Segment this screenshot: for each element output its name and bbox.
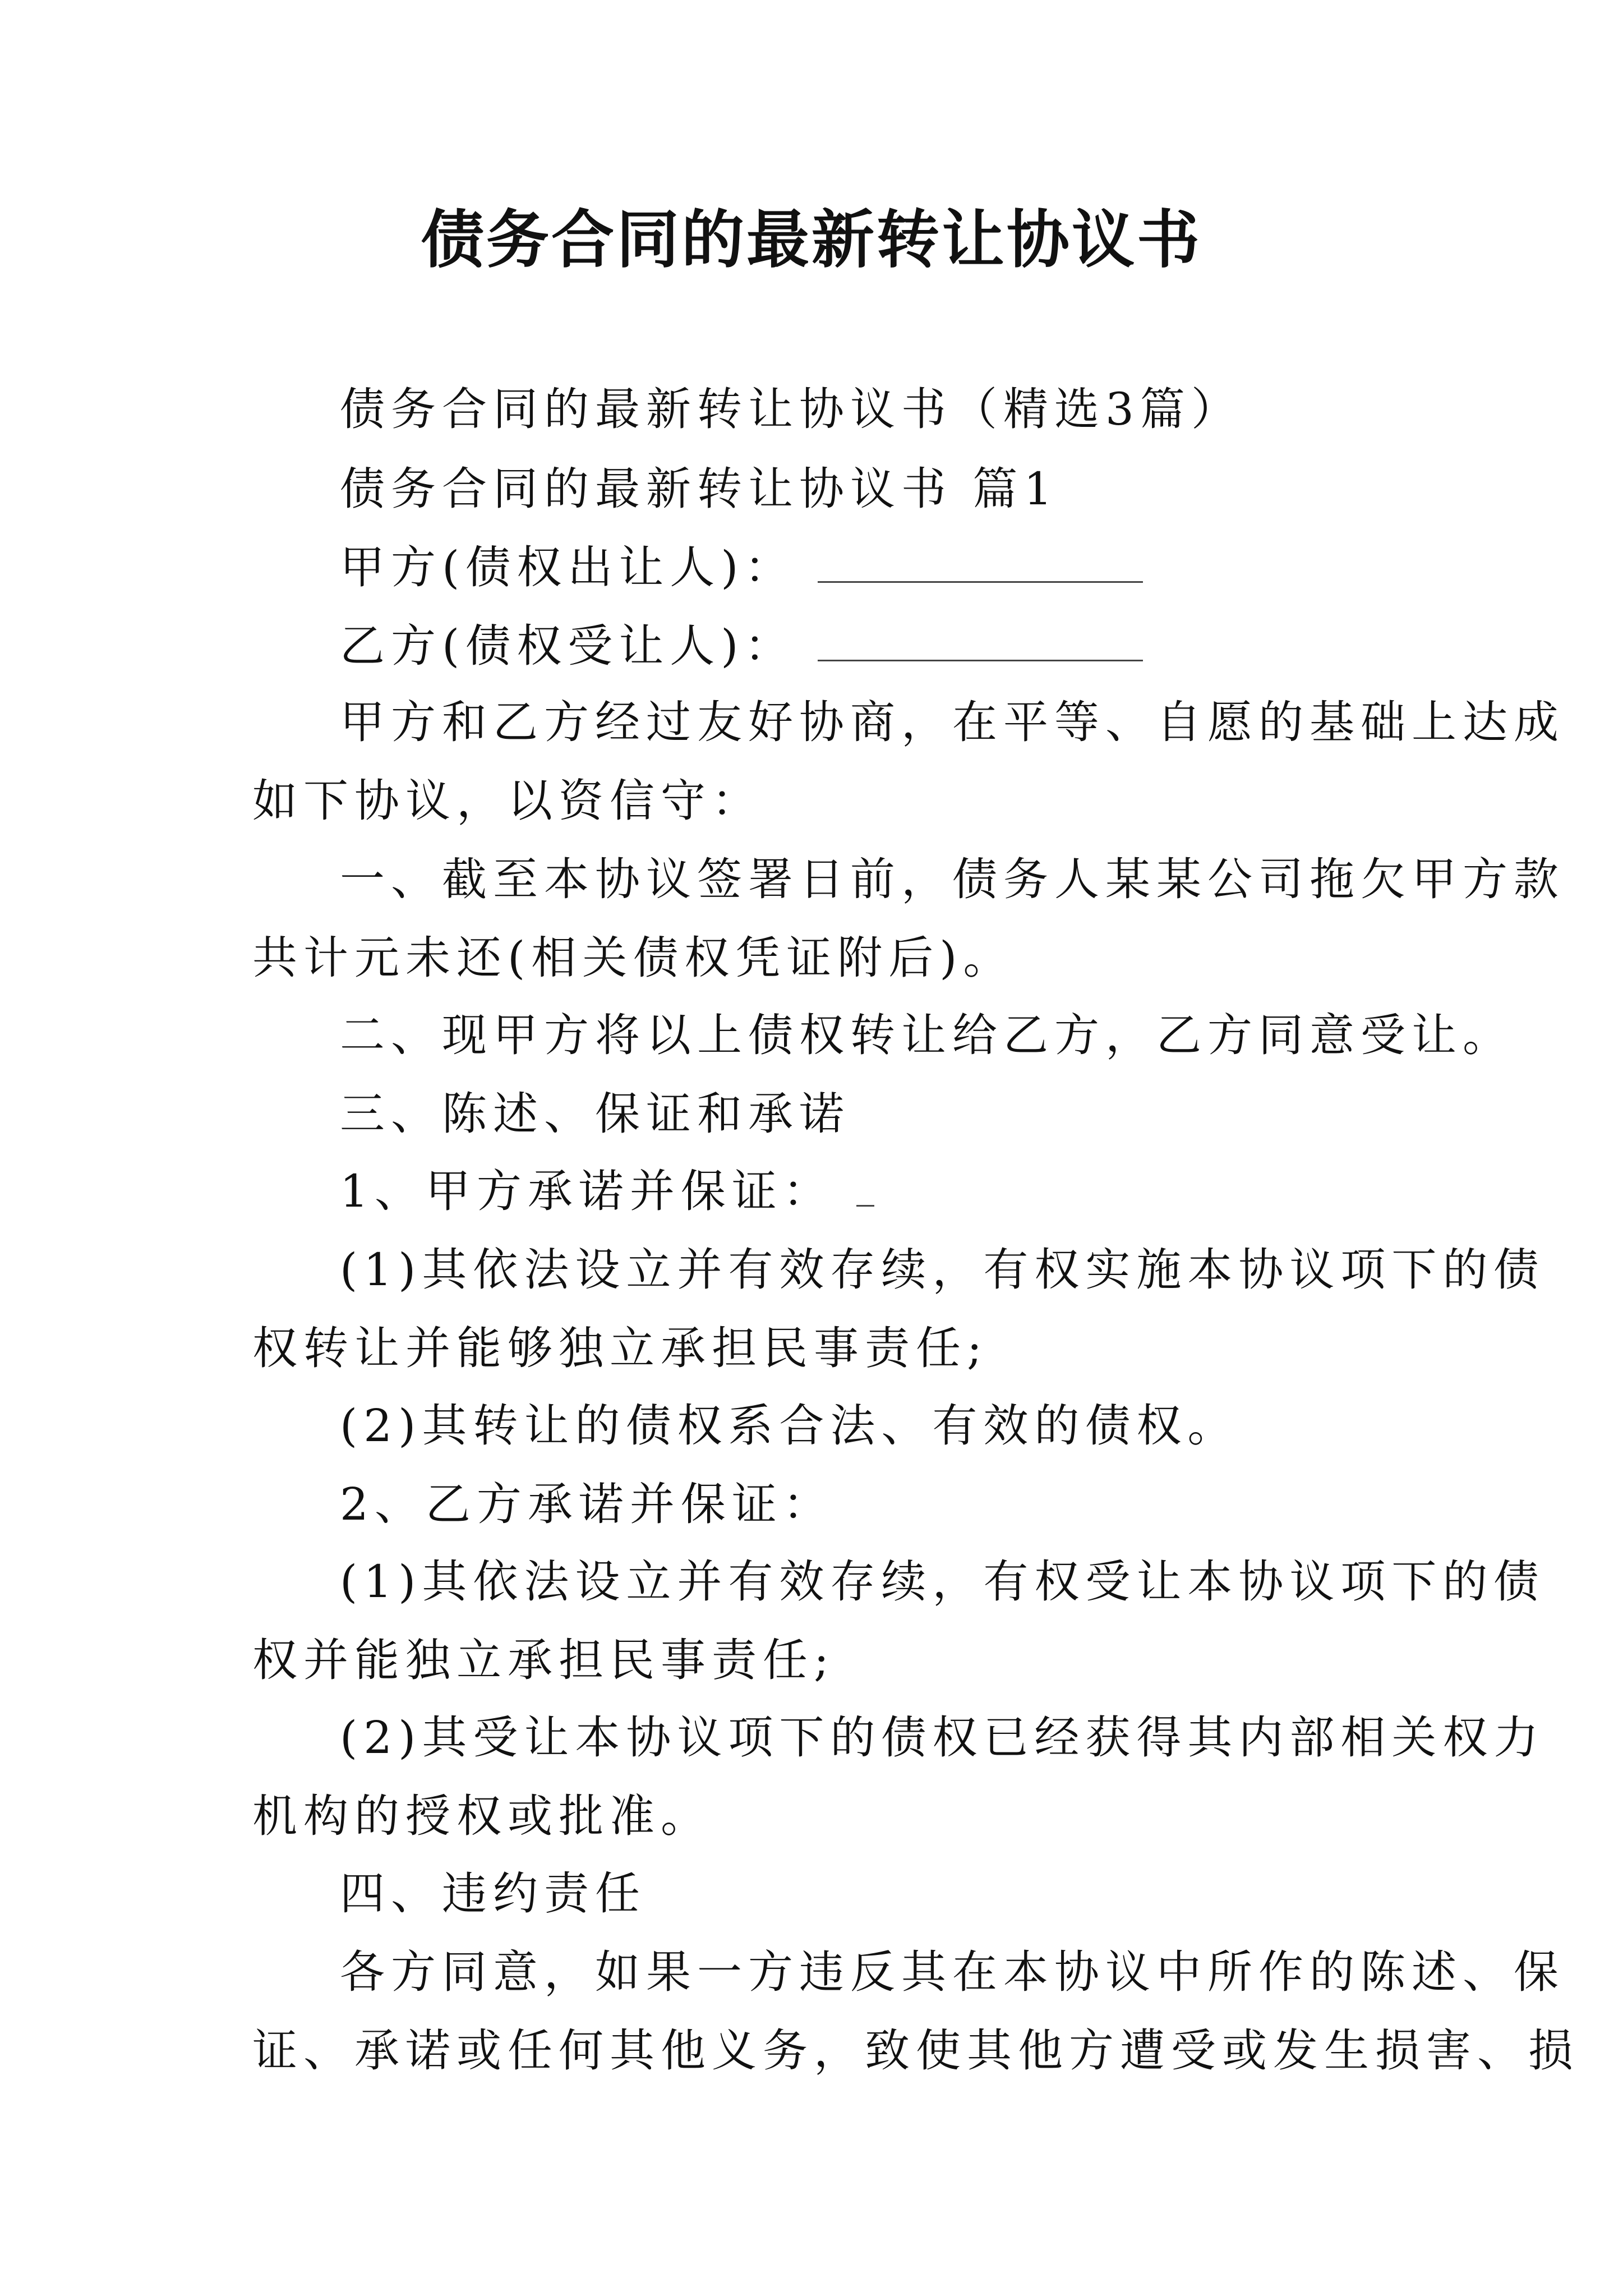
paragraph-line: 一、截至本协议签署日前，债务人某某公司拖欠甲方款 (340, 853, 1565, 905)
party-b-line (252, 618, 1396, 674)
party-a-line (252, 540, 1396, 596)
paragraph-line: (2)其转让的债权系合法、有效的债权。 (340, 1400, 1239, 1452)
paragraph-line: 甲方和乙方经过友好协商，在平等、自愿的基础上达成 (340, 696, 1565, 748)
paragraph-line: 证、承诺或任何其他义务，致使其他方遭受或发生损害、损 (252, 2024, 1579, 2077)
party-b-blank (818, 620, 1143, 661)
party-a-blank (818, 542, 1143, 583)
paragraph-line (252, 1163, 1396, 1220)
paragraph-line: (1)其依法设立并有效存续，有权受让本协议项下的债 (340, 1556, 1545, 1608)
paragraph-line: 四、违约责任 (340, 1867, 646, 1920)
section-heading: 债务合同的最新转让协议书 篇1 (340, 463, 1059, 515)
clause-blank (856, 1169, 874, 1207)
paragraph-line: 如下协议，以资信守： (252, 775, 763, 827)
paragraph-line: 共计元未还(相关债权凭证附后)。 (252, 932, 1015, 984)
paragraph-line: 二、现甲方将以上债权转让给乙方，乙方同意受让。 (340, 1009, 1514, 1061)
paragraph-line: 各方同意，如果一方违反其在本协议中所作的陈述、保 (340, 1946, 1565, 1998)
paragraph-line: 2、乙方承诺并保证： (340, 1478, 834, 1530)
paragraph-line: 权转让并能够独立承担民事责任; (252, 1322, 988, 1374)
party-b-label: 乙方(债权受让人)： (340, 620, 796, 672)
paragraph-line: 机构的授权或批准。 (252, 1790, 712, 1842)
clause-label: 1、甲方承诺并保证： (340, 1165, 834, 1217)
document-title: 债务合同的最新转让协议书 (421, 203, 1202, 277)
subtitle-line: 债务合同的最新转让协议书（精选3篇） (340, 383, 1242, 435)
paragraph-line: 权并能独立承担民事责任; (252, 1634, 835, 1686)
paragraph-line: 三、陈述、保证和承诺 (340, 1088, 850, 1140)
paragraph-line: (1)其依法设立并有效存续，有权实施本协议项下的债 (340, 1244, 1545, 1296)
paragraph-line: (2)其受让本协议项下的债权已经获得其内部相关权力 (340, 1711, 1545, 1764)
party-a-label: 甲方(债权出让人)： (340, 541, 796, 593)
